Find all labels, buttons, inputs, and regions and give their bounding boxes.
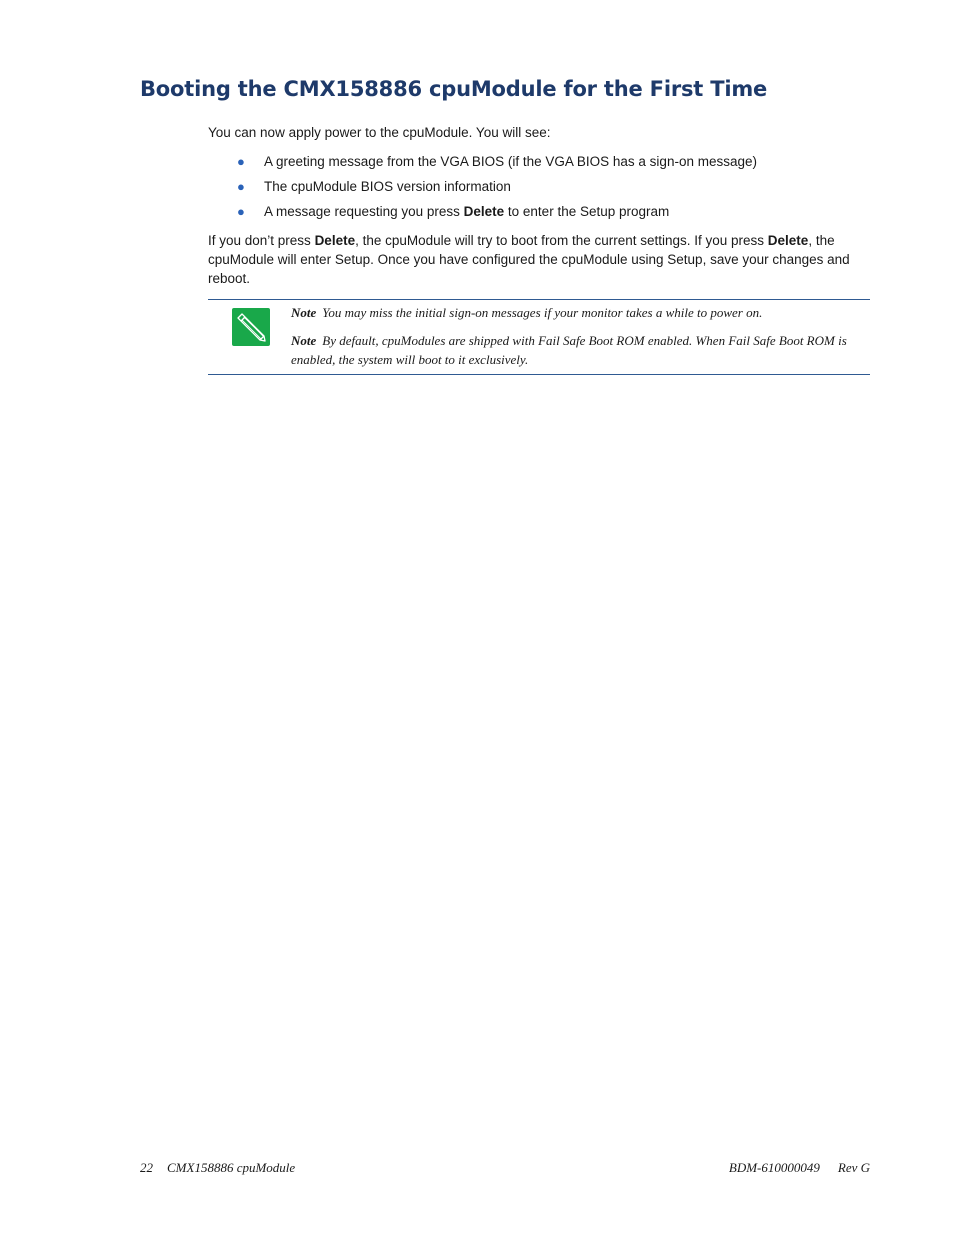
bullet-icon: ● [237, 179, 245, 194]
footer-product: CMX158886 cpuModule [167, 1160, 296, 1175]
pencil-icon [232, 308, 270, 346]
boot-paragraph [208, 231, 858, 288]
footer-left [140, 1160, 295, 1176]
footer-right [729, 1160, 870, 1176]
bullet-text-before: A message requesting you press [264, 204, 464, 219]
delete-key-label: Delete [767, 233, 809, 248]
bullet-icon: ● [237, 154, 245, 169]
note-top-rule [208, 299, 870, 300]
footer-revision: Rev G [837, 1160, 870, 1175]
bullet-text [264, 202, 669, 221]
para-part-2: , the cpuModule will try to boot from the current settings. If you press [355, 233, 768, 248]
note-label: Note [291, 333, 317, 348]
section-heading: Booting the CMX158886 cpuModule for the First Time [140, 77, 768, 101]
bullet-text: The cpuModule BIOS version information [264, 179, 511, 194]
note-label: Note [291, 305, 317, 320]
intro-paragraph: You can now apply power to the cpuModule. You will see: [208, 125, 551, 140]
para-part-1: If you don’t press [208, 233, 315, 248]
note-2 [291, 331, 866, 369]
para-part-3: , the cpuModule will enter Setup. Once you have configured the cpuModule using Setup, save your changes and reboot. [208, 233, 850, 286]
note-1 [291, 303, 866, 322]
page-number: 22 [140, 1160, 153, 1175]
delete-key-label: Delete [463, 204, 505, 219]
note-text: You may miss the initial sign-on messages if your monitor takes a while to power on. [322, 305, 763, 320]
footer-doc-id: BDM-610000049 [728, 1160, 820, 1175]
bullet-icon: ● [237, 204, 245, 219]
bullet-text-after: to enter the Setup program [504, 204, 670, 219]
delete-key-label: Delete [314, 233, 356, 248]
bullet-text: A greeting message from the VGA BIOS (if the VGA BIOS has a sign-on message) [264, 154, 757, 169]
note-text: By default, cpuModules are shipped with Fail Safe Boot ROM enabled. When Fail Safe Boot ROM is enabled, the system will boot to it exclusively. [291, 333, 847, 367]
note-bottom-rule [208, 374, 870, 375]
